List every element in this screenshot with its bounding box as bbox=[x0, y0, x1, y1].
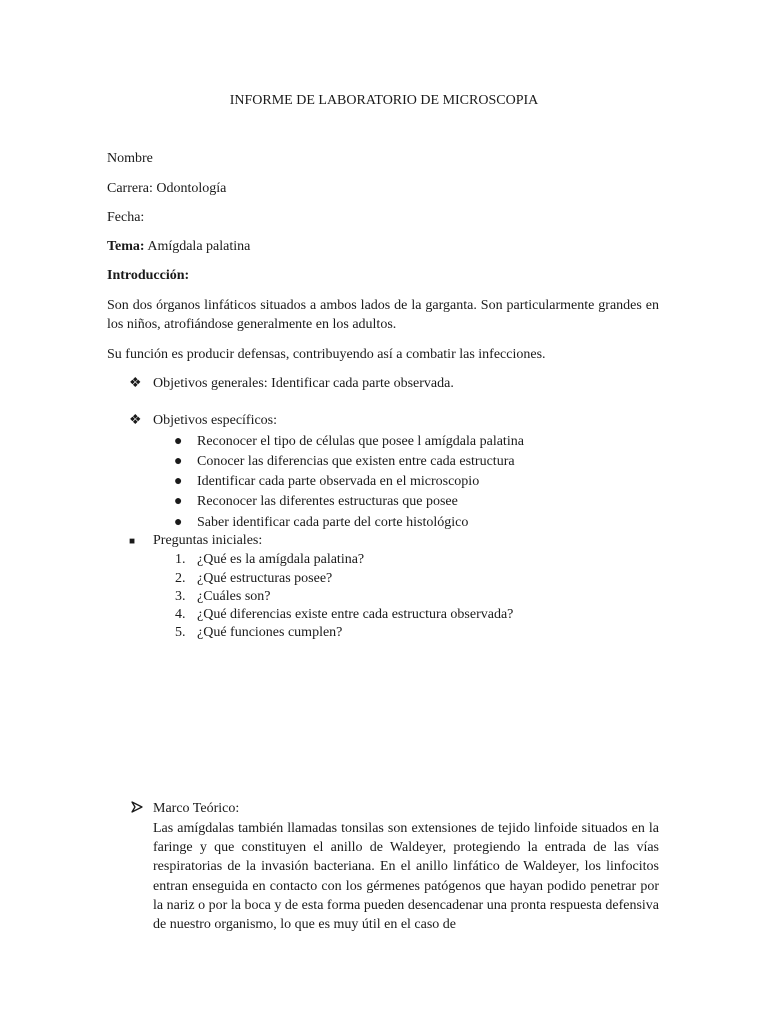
list-number: 2. bbox=[175, 571, 186, 586]
list-number: 5. bbox=[175, 625, 186, 640]
tema-line bbox=[107, 237, 250, 256]
field-fecha: Fecha: bbox=[107, 210, 145, 225]
diamond-bullet-icon: ❖ bbox=[129, 413, 142, 428]
list-item: ¿Cuáles son? bbox=[197, 589, 271, 604]
list-item: Identificar cada parte observada en el microscopio bbox=[197, 474, 480, 489]
list-item: ¿Qué estructuras posee? bbox=[197, 571, 333, 586]
list-number: 3. bbox=[175, 589, 186, 604]
arrow-bullet-svg bbox=[131, 801, 143, 813]
square-bullet-icon: ■ bbox=[129, 536, 136, 547]
list-item: Reconocer las diferentes estructuras que posee bbox=[197, 494, 458, 509]
arrow-bullet-icon bbox=[131, 799, 143, 818]
list-item: Reconocer el tipo de células que posee l amígdala palatina bbox=[197, 434, 524, 449]
field-carrera: Carrera: Odontología bbox=[107, 181, 227, 196]
introduccion-heading: Introducción: bbox=[107, 268, 190, 283]
introduccion-paragraph-2: Su función es producir defensas, contribuyendo así a combatir las infecciones. bbox=[107, 347, 546, 362]
list-number: 1. bbox=[175, 552, 186, 567]
marco-heading: Marco Teórico: bbox=[153, 801, 240, 816]
objetivos-especificos-heading: Objetivos específicos: bbox=[153, 413, 278, 428]
dot-bullet-icon: ● bbox=[174, 454, 183, 469]
dot-bullet-icon: ● bbox=[174, 434, 183, 449]
list-item: ¿Qué diferencias existe entre cada estructura observada? bbox=[197, 607, 514, 622]
objetivos-generales: Objetivos generales: Identificar cada parte observada. bbox=[153, 376, 454, 391]
list-item: ¿Qué es la amígdala palatina? bbox=[197, 552, 365, 567]
tema-label: Tema: bbox=[107, 239, 145, 254]
list-number: 4. bbox=[175, 607, 186, 622]
list-item: ¿Qué funciones cumplen? bbox=[197, 625, 343, 640]
introduccion-paragraph-1: Son dos órganos linfáticos situados a ambos lados de la garganta. Son particularmente grandes en los niños, atrofiándose generalmente en los adultos. bbox=[107, 298, 659, 332]
list-item: Saber identificar cada parte del corte histológico bbox=[197, 515, 469, 530]
list-item: Conocer las diferencias que existen entre cada estructura bbox=[197, 454, 515, 469]
diamond-bullet-icon: ❖ bbox=[129, 376, 142, 391]
dot-bullet-icon: ● bbox=[174, 515, 183, 530]
tema-value: Amígdala palatina bbox=[147, 239, 251, 254]
dot-bullet-icon: ● bbox=[174, 474, 183, 489]
field-nombre: Nombre bbox=[107, 151, 153, 166]
marco-paragraph: Las amígdalas también llamadas tonsilas son extensiones de tejido linfoide situados en la faringe y que constituyen el anillo de Waldeyer, protegiendo la entrada de las vías respiratorias de la invasión bacteriana. En el anillo linfático de Waldeyer, los linfocitos entran enseguida en contacto con los gérmenes patógenos que hayan podido penetrar por la nariz o por la boca y de esta forma pueden desencadenar una pronta respuesta defensiva de nuestro organismo, lo que es muy útil en el caso de bbox=[153, 821, 659, 933]
preguntas-heading: Preguntas iniciales: bbox=[153, 533, 263, 548]
page-title: INFORME DE LABORATORIO DE MICROSCOPIA bbox=[229, 93, 539, 108]
dot-bullet-icon: ● bbox=[174, 494, 183, 509]
